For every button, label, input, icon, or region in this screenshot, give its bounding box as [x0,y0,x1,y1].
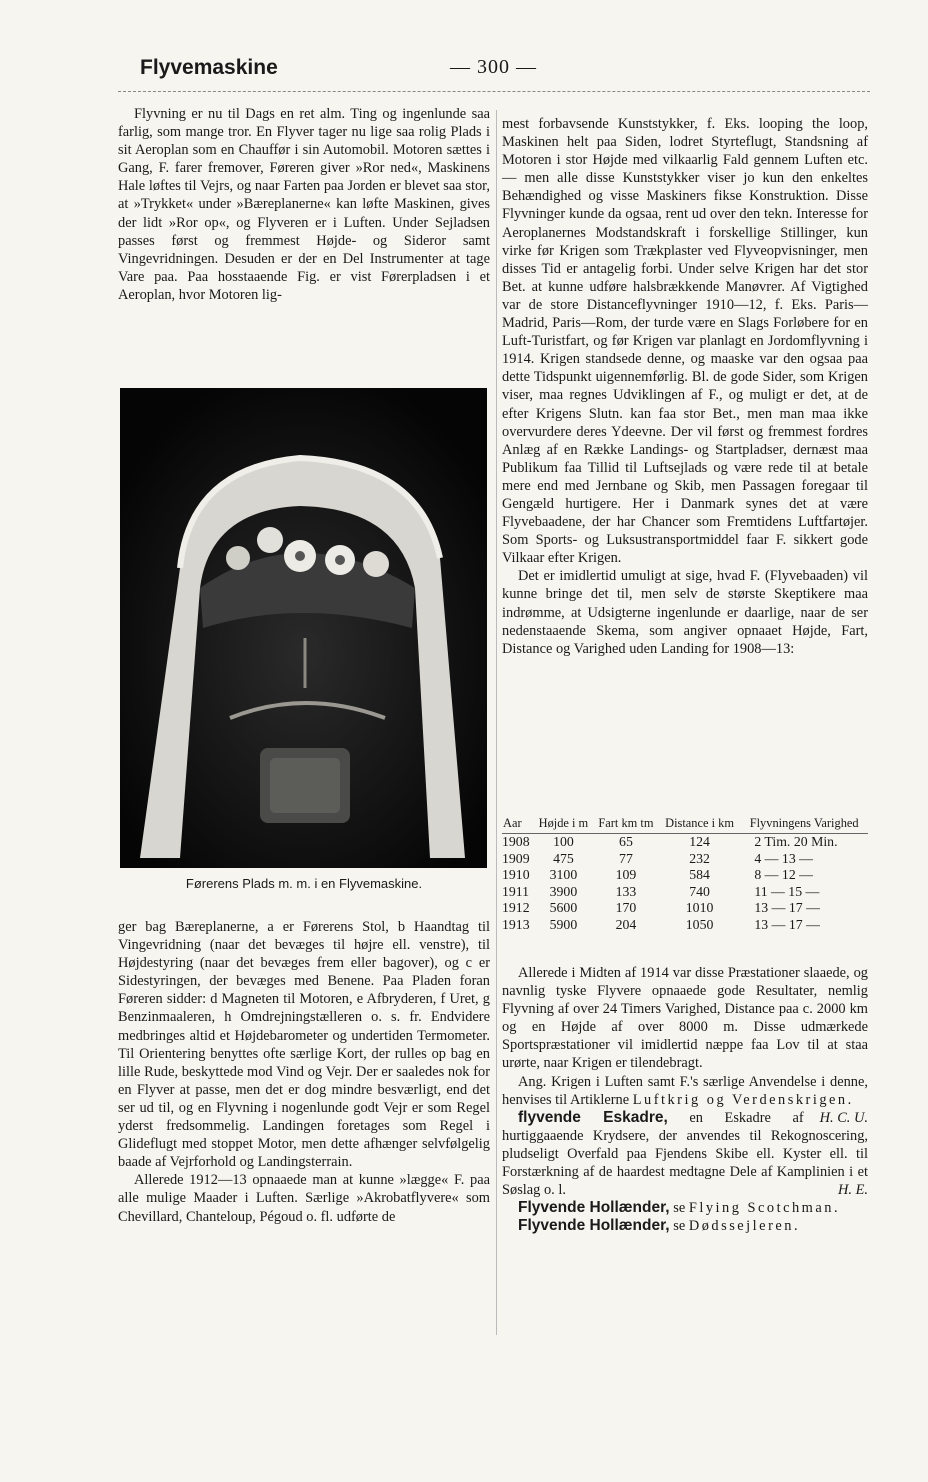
entry-text: se [673,1200,689,1217]
header-rule [118,91,870,92]
author-signature: H. C. U. [819,1109,868,1126]
table-cell: 109 [615,867,637,882]
table-cell: 1913 [502,916,530,932]
paragraph-1914-records: Allerede i Midten af 1914 var disse Præstationer slaaede, og navnlig tyske Flyvere opnaaede gode Resultater, nemlig Flyvning af over 24 Timers Varighed, Distance paa c. 2000 km og en Højde af over 8000 m. Disse udmærkede Sportspræstationer vil imidlertid næppe faa Lov til at staa urørte, naar Krigen er tilendebragt. [502,965,868,1072]
table-header-cell: Distance i km [659,816,741,834]
table-row [502,834,868,851]
page-number: — 300 — [450,56,537,78]
table-body [502,834,868,934]
table-cell: 1910 [502,867,530,882]
table-header-cell: Fart km tm [593,816,659,834]
left-column-bottom [118,918,490,1226]
cross-ref-link[interactable]: Flying Scotchman. [688,1200,841,1217]
table-cell: 584 [689,867,710,882]
table-cell: 5900 [549,916,578,932]
table-header-cell: Flyvningens Varighed [740,816,868,834]
running-head-keyword: Flyvemaskine [140,56,278,79]
table-cell: 232 [689,850,710,866]
cross-ref-text: Ang. Krigen i Luften samt F.'s særlige Anvendelse i denne, henvises til Artiklerne [502,1073,868,1108]
records-table [502,816,868,933]
table-cell: 3100 [549,867,578,882]
table-cell: 124 [689,834,710,849]
entry-flyvende-hollaender-2 [502,1217,868,1235]
author-signature: H. E. [838,1182,868,1199]
entry-flyvende-hollaender-1 [502,1199,868,1217]
table-cell: 2 Tim. 20 Min. [754,834,838,849]
paragraph-skema-intro: Det er imidlertid umuligt at sige, hvad F. (Flyvebaaden) vil kunne bringe det til, men selv de største Skeptikere maa indrømme, at Udsigterne ingenlunde er daarlige, naar de ser nedenstaaende Skema, som angiver opnaaet Højde, Fart, Distance og Varighed uden Landing for 1908—13: [502,568,868,657]
left-column-top [118,105,490,304]
entry-headword: flyvende Eskadre, [518,1108,668,1126]
right-column-bottom [502,964,868,1235]
table-cell: 475 [553,850,574,866]
paragraph-cockpit-description: ger bag Bæreplanerne, a er Førerens Stol, b Haandtag til Vingevridning (naar det bevæges til højre ell. venstre), til Højdestyring (naar det bevæges frem eller bagover), og c er Sidestyringen, der bevæges med Benene. Paa Pladen foran Føreren sidder: d Magneten til Motoren, e Afbryderen, f Uret, g Benzinmaaleren, h Omdrejningstælleren o. s. fr. Endvidere medbringes altid et Højdebarometer og undertiden Termometer. Til Orientering benyttes ofte særlige Kort, der rulles op bag en lille Rude, beskyttede mod Vind og Vejr. Der er saaledes nok for en Flyver at passe, men det er dog mindre besværligt, end det ser ud til, og en Flyvning i nogenlunde godt Vejr er som Regel yderst fredsommelig. Landingen foretages som Regel i Glideflugt med stoppet Motor, men dette afhænger selvfølgelig baade af Vejrforhold og Landingsterrain. [118,919,490,1171]
table-row [502,867,868,884]
paragraph-kunststykker: mest forbavsende Kunststykker, f. Eks. looping the loop, Maskinen helt paa Siden, lodret Styrteflugt, Standsning af Motoren i stor Højde med vilkaarlig Fald gennem Luften etc. — men alle disse Kunststykker viser jo kun den enkeltes Behændighed og visse Maskiners fikse Konstruktion. Disse Flyvninger kunde da ogsaa, rent ud over den tekn. Interesse for Aeroplanernes Modstandskraft i forskellige Stillinger, kun virke før Krigen som Trækplaster ved Flyveopvisninger, men disses Tid er antagelig forbi. Under selve Krigen har det stor Bet. at kunne udføre halsbrækkende Manøvrer. Af Vigtighed var de store Distanceflyvninger 1910—12, f. Eks. Paris—Madrid, Paris—Rom, der turde være en Slags Forløbere for en Luft-Turistfart, og før Krigen var planlagt en Jordomflyvning i 1914. Krigen standsede denne, og maaske var den ogsaa paa dette Tidspunkt uigennemførlig. Bl. de gode Sider, som Krigen viser, maa regnes Udviklingen af F., og muligt er det, at de efter Krigens Slutn. kan faa stor Bet., men man maa ikke overvurdere deres Ydeevne. Der vil først og fremmest fordres Anlæg af en Række Landings- og Startpladser, dernæst maa Publikum faa Tillid til Luftsejlads og være rede til at betale mere end med Jernbane og Skib, men Passagen foregaar til Gengæld hurtigere. Her i Danmark synes det at være Flyvebaadene, der har Chancer som Fremtidens Luftfartøjer. Som Sports- og Luksustransportmiddel faar F. sikkert gode Vilkaar efter Krigen. [502,116,868,567]
table-cell: 13 — 17 — [754,916,820,932]
table-cell: 13 — 17 — [754,900,820,915]
cross-ref-link[interactable]: Dødssejleren. [688,1218,801,1235]
table-cell: 133 [615,883,637,899]
paragraph-acrobatics: Allerede 1912—13 opnaaede man at kunne »lægge« F. paa alle mulige Maader i Luften. Særlige »Akrobatflyvere« som Chevillard, Chanteloup, Pégoud o. fl. udførte de [118,1172,490,1225]
table-cell: 740 [689,883,710,899]
page-header [140,56,870,86]
table-cell: 170 [615,900,637,915]
table-cell: 5600 [549,900,578,915]
photo-caption: Førerens Plads m. m. i en Flyvemaskine. [185,876,423,891]
table-cell: 3900 [549,883,578,899]
right-column-top [502,115,868,658]
table-cell: 65 [619,834,633,849]
entry-text: en Eskadre af hurtiggaaende Krydsere, der anvendes til Rekognoscering, pludseligt Overfald paa Fjendens Skibe ell. Kyster ell. til Forstærkning af de haardest medtagne Dele af Kamplinien i et Søslag o. l. [502,1109,868,1199]
cross-ref-link[interactable]: Luftkrig og Verdenskrigen. [632,1091,854,1108]
table-cell: 77 [619,850,633,866]
cockpit-photo [120,388,487,868]
table-cell: 1050 [685,916,714,932]
table-row [502,884,868,901]
table-row [502,851,868,868]
table-cell: 1912 [502,900,530,915]
table-header-cell: Aar [502,816,534,834]
entry-headword: Flyvende Hollænder, [518,1199,670,1217]
table-cell: 1911 [502,883,530,899]
table-header-row [502,816,868,834]
table-row [502,900,868,917]
table-row [502,917,868,934]
entry-text: se [673,1218,689,1235]
table-cell: 1908 [502,834,530,849]
table-cell: 100 [553,834,574,849]
table-cell: 1010 [685,900,714,915]
paragraph-intro: Flyvning er nu til Dags en ret alm. Ting og ingenlunde saa farlig, som mange tror. En Flyver tager nu lige saa rolig Plads i sit Aeroplan som en Chauffør i sin Automobil. Motoren sættes i Gang, F. farer fremover, Føreren giver »Ror ned«, Maskinens Hale løftes til Vejrs, og naar Farten paa Jorden er blevet saa stor, at »Trykket« under »Bæreplanerne« kan løfte Maskinen, gives der lidt »Ror op«, og Flyveren er i Luften. Under Sejladsen passes først og fremmest Højde- og Sideror samt Vingevridningen. Desuden er der en Del Instrumenter at tage Vare paa. Paa hosstaaende Fig. er vist Førerpladsen i et Aeroplan, hvor Motoren lig- [118,106,490,303]
table-cell: 8 — 12 — [754,867,813,882]
entry-headword: Flyvende Hollænder, [518,1217,670,1235]
table-cell: 204 [615,916,637,932]
table-cell: 4 — 13 — [754,850,813,866]
table-cell: 1909 [502,850,530,866]
table-header-cell: Højde i m [534,816,593,834]
column-divider [496,110,497,1335]
table-cell: 11 — 15 — [754,883,820,899]
